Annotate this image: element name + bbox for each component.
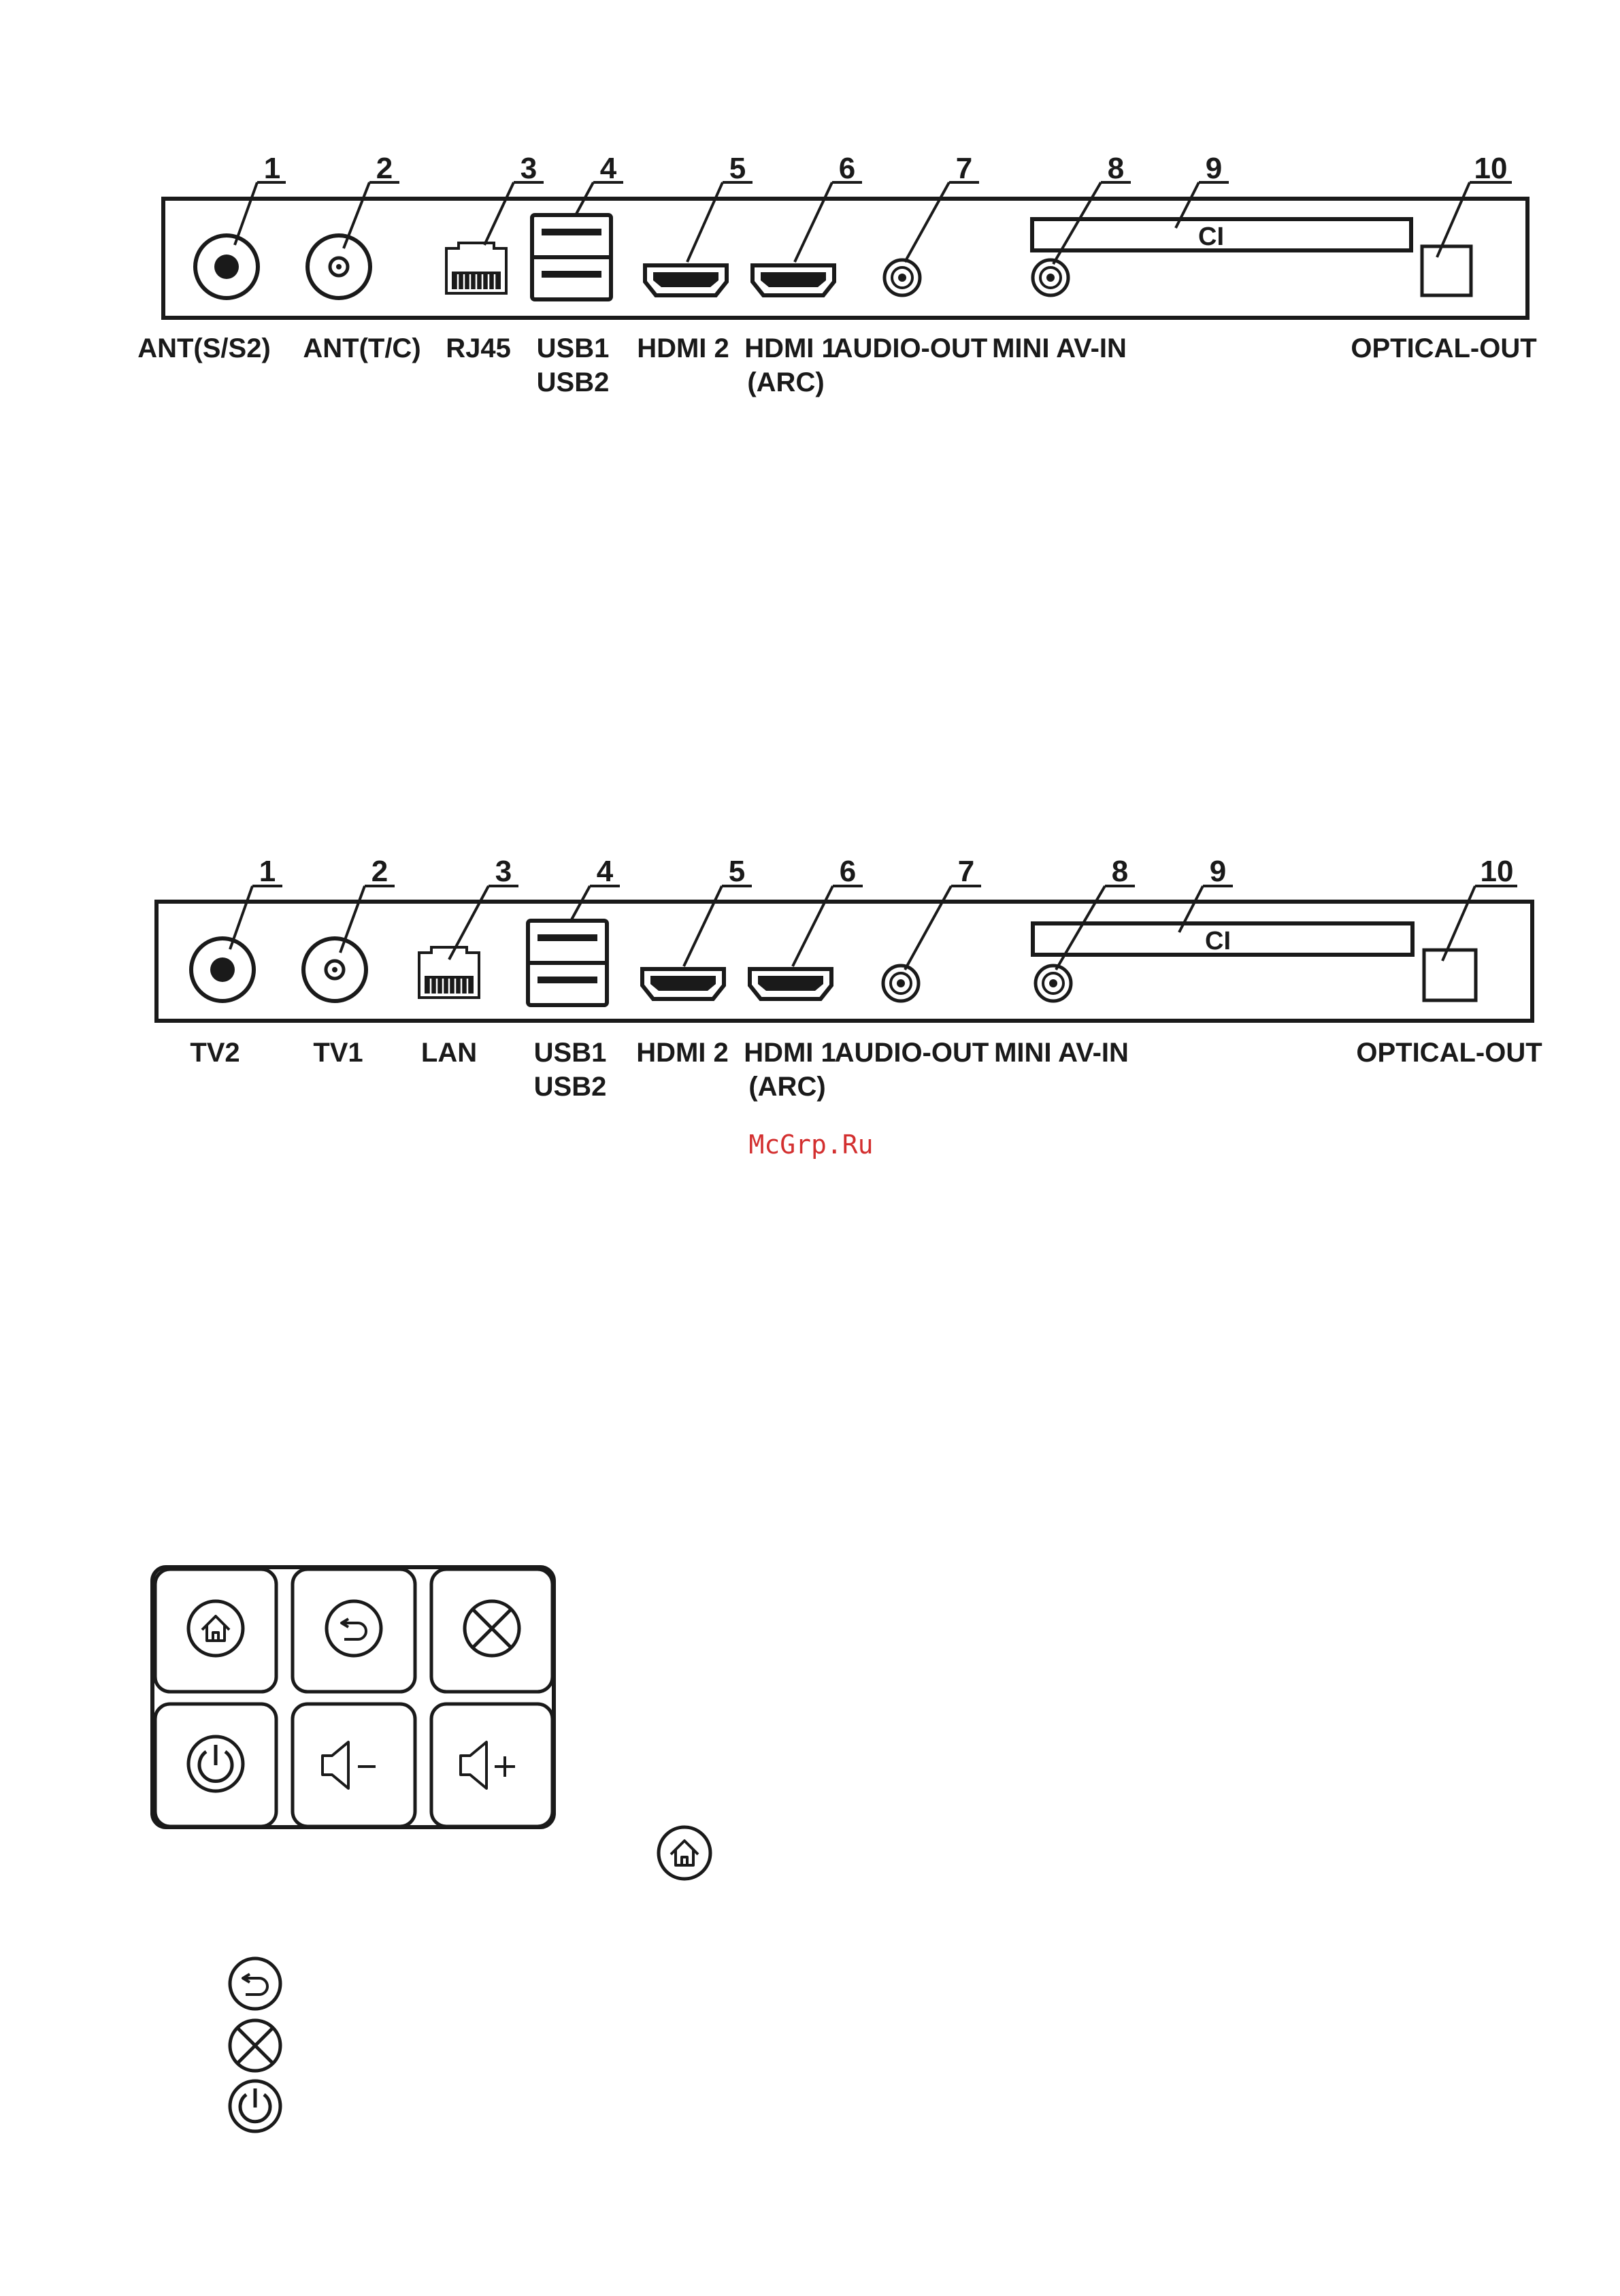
callout-1: 1 [263, 152, 281, 185]
callout-6: 6 [839, 855, 857, 888]
ci-slot-label: CI [1205, 927, 1231, 955]
hdmi-2-port-icon [642, 969, 724, 999]
ant-t-c-port-icon [308, 235, 370, 298]
legend-home-icon [659, 1827, 710, 1879]
legend-back-icon [230, 1958, 280, 2009]
callout-6: 6 [838, 152, 856, 185]
keypad [152, 1567, 554, 1827]
label-rj45: RJ45 [446, 333, 511, 363]
label-arc: (ARC) [748, 1072, 826, 1102]
volume-down-button[interactable] [293, 1704, 415, 1826]
label-hdmi-1: HDMI 1 [744, 333, 837, 363]
mini-av-in-jack-icon [1036, 966, 1071, 1001]
callout-2: 2 [376, 152, 393, 185]
tv1-port-icon [303, 938, 366, 1001]
power-button[interactable] [155, 1704, 276, 1826]
callout-leaders [230, 886, 1517, 970]
legend-power-icon [230, 2081, 280, 2131]
volume-up-button[interactable] [431, 1704, 552, 1826]
label-usb1: USB1 [536, 333, 610, 363]
callout-7: 7 [957, 855, 975, 888]
watermark: McGrp.Ru [748, 1130, 874, 1160]
hdmi-2-port-icon [645, 265, 727, 295]
callout-numbers [264, 152, 1508, 185]
label-audio-out: AUDIO-OUT [834, 1038, 989, 1068]
ant-s-s2-port-icon [195, 235, 258, 298]
audio-out-jack-icon [883, 966, 919, 1001]
callout-3: 3 [495, 855, 512, 888]
callout-9: 9 [1205, 152, 1223, 185]
callout-8: 8 [1107, 152, 1125, 185]
label-usb1: USB1 [533, 1038, 607, 1068]
label-mini-av-in: MINI AV-IN [992, 333, 1127, 363]
label-hdmi-2: HDMI 2 [636, 1038, 729, 1068]
connector-panel-1 [137, 152, 1536, 397]
label-usb2: USB2 [533, 1072, 607, 1102]
label-hdmi-2: HDMI 2 [637, 333, 729, 363]
callout-7: 7 [955, 152, 973, 185]
callout-2: 2 [371, 855, 389, 888]
callout-3: 3 [520, 152, 538, 185]
label-optical-out: OPTICAL-OUT [1351, 333, 1537, 363]
label-ant-s-s2: ANT(S/S2) [137, 333, 271, 363]
callout-1: 1 [259, 855, 276, 888]
port-labels [137, 333, 1536, 397]
back-button[interactable] [293, 1569, 415, 1692]
label-hdmi-1: HDMI 1 [744, 1038, 836, 1068]
optical-out-port-icon [1422, 246, 1471, 295]
optical-out-port-icon [1424, 950, 1476, 1000]
callout-numbers [259, 855, 1514, 888]
callout-8: 8 [1111, 855, 1129, 888]
label-audio-out: AUDIO-OUT [833, 333, 988, 363]
hdmi-1-port-icon [753, 265, 834, 295]
hdmi-1-port-icon [750, 969, 831, 999]
home-button[interactable] [155, 1569, 276, 1692]
label-mini-av-in: MINI AV-IN [994, 1038, 1129, 1068]
rj45-port-icon [446, 243, 506, 293]
label-usb2: USB2 [536, 367, 610, 397]
connector-panel-2 [156, 855, 1542, 1102]
label-arc: (ARC) [747, 367, 825, 397]
label-lan: LAN [420, 1038, 478, 1068]
tv2-port-icon [191, 938, 254, 1001]
lan-port-icon [419, 947, 479, 998]
ci-slot-label: CI [1198, 223, 1224, 251]
callout-4: 4 [599, 152, 617, 185]
audio-out-jack-icon [885, 260, 920, 295]
label-optical-out: OPTICAL-OUT [1356, 1038, 1542, 1068]
callout-4: 4 [596, 855, 614, 888]
callout-9: 9 [1209, 855, 1227, 888]
callout-10: 10 [1474, 152, 1508, 185]
callout-10: 10 [1480, 855, 1514, 888]
usb-ports-icon [528, 921, 607, 1005]
label-tv1: TV1 [313, 1038, 363, 1068]
source-button[interactable] [431, 1569, 552, 1692]
callout-5: 5 [728, 855, 746, 888]
usb-ports-icon [532, 215, 611, 299]
label-tv2: TV2 [190, 1038, 240, 1068]
callout-5: 5 [729, 152, 746, 185]
legend-source-icon [230, 2020, 280, 2071]
mini-av-in-jack-icon [1033, 260, 1068, 295]
port-labels [190, 1038, 1542, 1102]
label-ant-t-c: ANT(T/C) [303, 333, 421, 363]
